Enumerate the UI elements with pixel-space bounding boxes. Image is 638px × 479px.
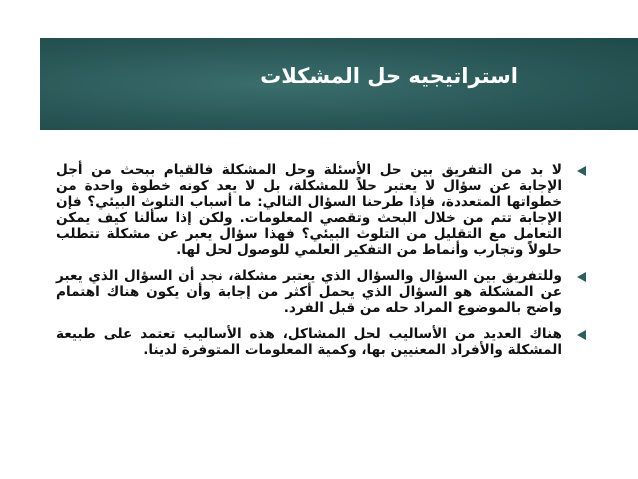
bullet-item xyxy=(56,326,586,358)
slide-title: استراتيجيه حل المشكلات xyxy=(260,64,518,88)
bullet-item xyxy=(56,162,586,258)
bullet-text: هناك العديد من الأساليب لحل المشاكل، هذه الأساليب تعتمد على طبيعة المشكلة والأفراد المعنيين بها، وكمية المعلومات المتوفرة لدينا. xyxy=(56,326,562,358)
bullet-item xyxy=(56,268,586,316)
title-banner xyxy=(40,38,638,130)
bullet-text: لا بد من التفريق بين حل الأسئلة وحل المشكلة فالقيام ببحث من أجل الإجابة عن سؤال لا يعتبر حلاً للمشكلة، بل لا يعد كونه خطوة واحدة من خطواتها المتعددة، فإذا طرحنا السؤال التالي: ما أسباب التلوث البيئي؟ فإن الإجابة تتم من خلال البحث وتقصي المعلومات. ولكن إذا سألنا كيف يمكن التعامل مع التقليل من التلوث البيئي؟ فهذا سؤال يعبر عن مشكلة تتطلب حلولاً وتجارب وأنماط من التفكير العلمي للوصول لحل لها. xyxy=(56,162,562,258)
triangle-bullet-icon xyxy=(577,330,586,340)
slide-header xyxy=(0,0,638,130)
triangle-bullet-icon xyxy=(577,272,586,282)
bullet-text: وللتفريق بين السؤال والسؤال الذي يعتبر مشكلة، نجد أن السؤال الذي يعبر عن المشكلة هو السؤال الذي يحمل أكثر من إجابة وأن يكون هناك اهتمام واضح بالموضوع المراد حله من قبل الفرد. xyxy=(56,268,562,316)
slide-content xyxy=(56,162,586,368)
triangle-bullet-icon xyxy=(577,166,586,176)
